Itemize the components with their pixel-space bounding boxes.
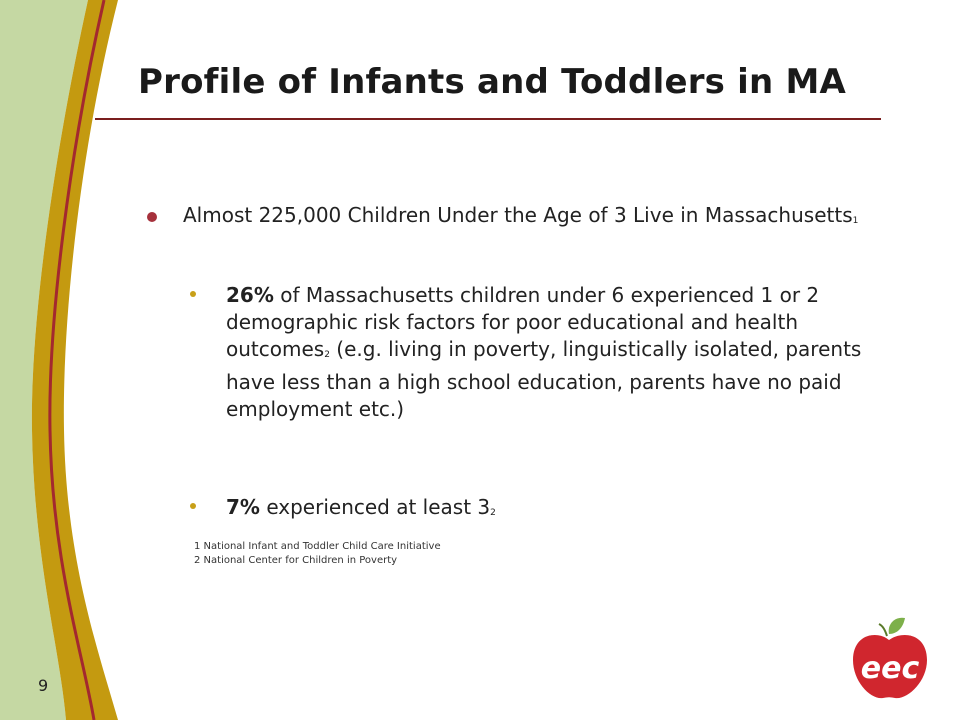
footnotes [194,540,441,568]
sub-bullet-2-footnote-ref: 2 [490,508,496,518]
main-bullet-text: Almost 225,000 Children Under the Age of 3 Live in Massachusetts [183,203,853,227]
eec-apple-logo [845,612,935,702]
logo-leaf-icon [889,618,905,634]
bullet-dot-icon [147,212,157,222]
sub-bullet-1-footnote-ref: 2 [324,350,330,360]
sub-bullet-1-bold: 26% [226,283,274,307]
title-underline [95,118,881,120]
sub-bullet-2-text: experienced at least 3 [259,495,491,519]
sub-bullet-1 [226,282,866,423]
sub-bullet-1-text: of Massachusetts children under 6 experienced 1 or 2 demographic risk factors for poor educational and health outcomes [226,283,820,361]
sub-bullet-2 [226,494,866,527]
sub-bullet-1-text-after: (e.g. living in poverty, linguistically isolated, parents have less than a high school education, parents have no paid employment etc.) [226,337,862,421]
footnote-2: 2 National Center for Children in Poverty [194,555,398,566]
logo-text: eec [860,651,920,686]
logo-stem [879,624,887,636]
sub-bullet-dot-icon [190,291,196,297]
sub-bullet-dot-icon [190,503,196,509]
slide-title: Profile of Infants and Toddlers in MA [138,62,846,102]
page-number: 9 [38,676,49,695]
main-bullet [183,202,863,235]
main-bullet-footnote-ref: 1 [852,216,859,226]
sub-bullet-2-bold: 7% [226,495,260,519]
footnote-1: 1 National Infant and Toddler Child Care Initiative [194,541,441,552]
